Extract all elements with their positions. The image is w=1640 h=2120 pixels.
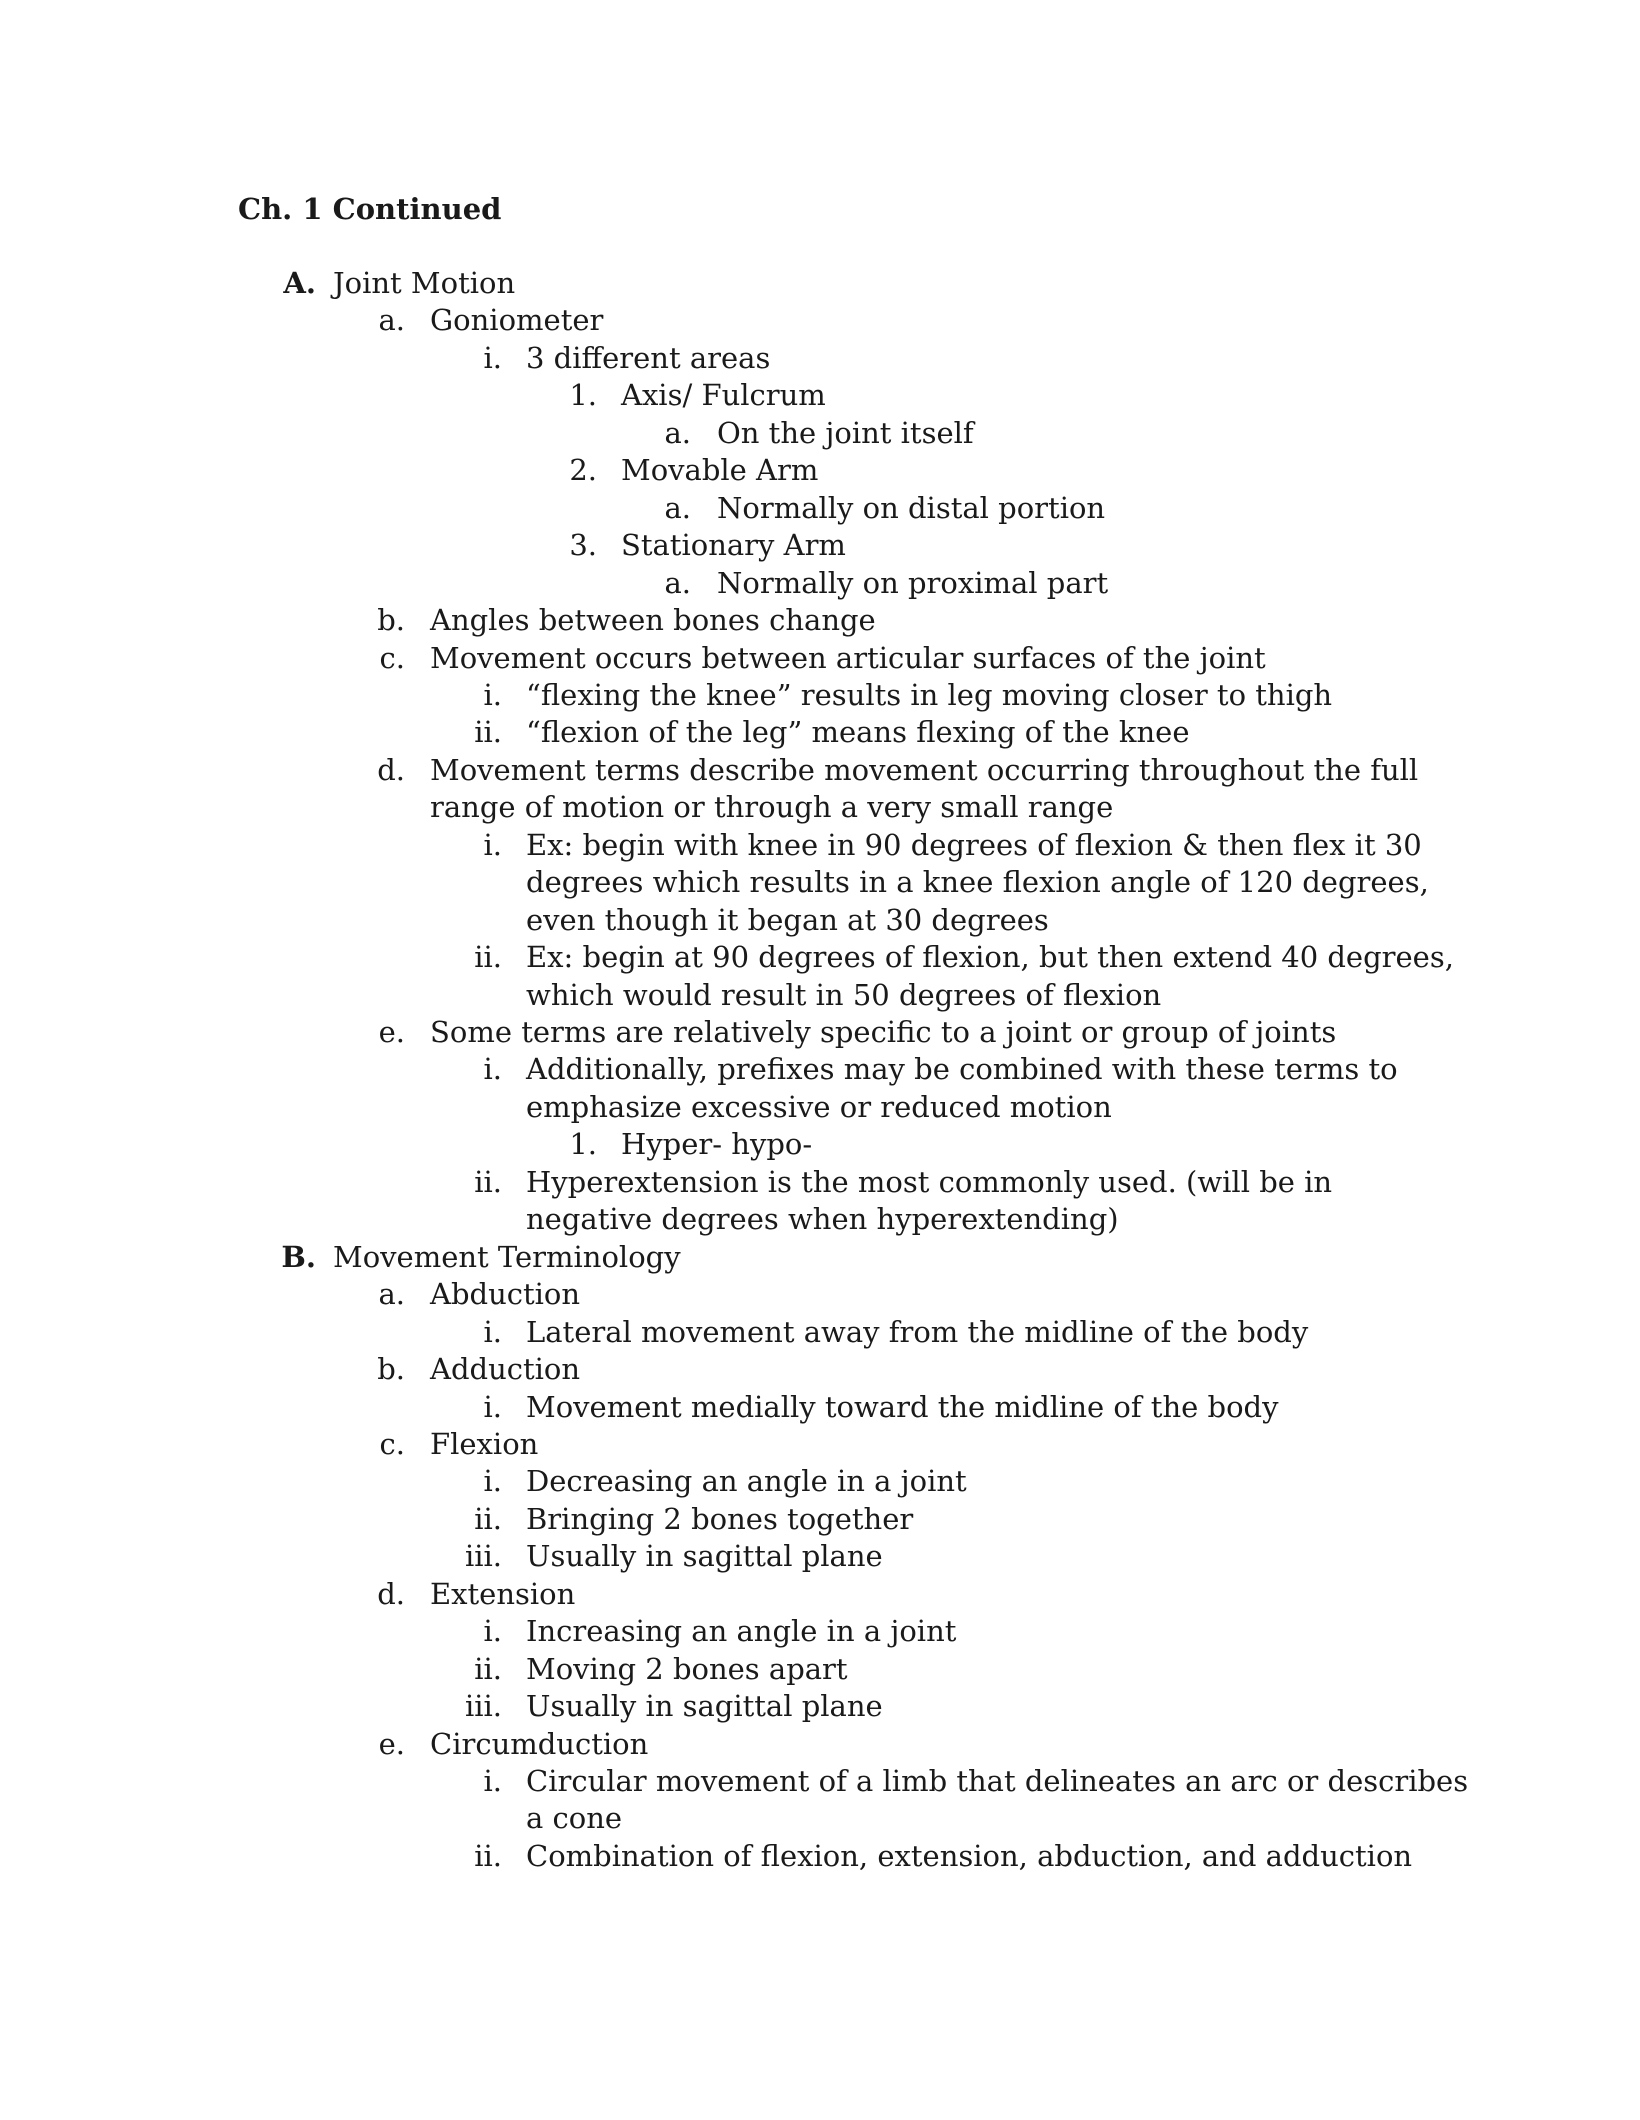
list-marker: b.: [377, 1352, 405, 1387]
outline-item-level-2: [0, 1576, 1640, 1614]
outline-item-level-2: [0, 602, 1640, 640]
list-item-text: which would result in 50 degrees of flexion: [526, 977, 1162, 1012]
list-item-text: Combination of flexion, extension, abduction, and adduction: [526, 1838, 1413, 1873]
outline-item-level-3: [0, 1201, 1640, 1239]
list-item-text: Decreasing an angle in a joint: [526, 1464, 967, 1499]
list-item-text: emphasize excessive or reduced motion: [526, 1089, 1112, 1124]
outline-item-level-2: [0, 1276, 1640, 1314]
list-item-text: Usually in sagittal plane: [526, 1689, 883, 1724]
outline-item-level-5: [0, 490, 1640, 528]
outline-item-level-3: [0, 1314, 1640, 1352]
outline-item-level-2: [0, 302, 1640, 340]
list-item-text: Movable Arm: [621, 453, 819, 488]
outline-item-level-4: [0, 452, 1640, 490]
outline-item-level-3: [0, 827, 1640, 865]
list-marker: i.: [483, 677, 502, 712]
list-item-text: Angles between bones change: [430, 603, 876, 638]
list-item-text: Lateral movement away from the midline of the body: [526, 1314, 1309, 1349]
outline-item-level-3: [0, 902, 1640, 940]
list-marker: i.: [483, 1764, 502, 1798]
list-marker: a.: [664, 565, 691, 600]
list-item-text: Hyperextension is the most commonly used. (will be in: [526, 1164, 1333, 1199]
outline-item-level-2: [0, 789, 1640, 827]
list-item-text: “flexing the knee” results in leg moving closer to thigh: [526, 677, 1333, 712]
list-item-text: Hyper- hypo-: [621, 1127, 813, 1162]
list-marker: d.: [377, 1576, 405, 1611]
list-marker: a.: [378, 1277, 405, 1312]
list-marker: ii.: [474, 1651, 502, 1686]
list-item-text: Some terms are relatively specific to a joint or group of joints: [430, 1015, 1337, 1049]
list-item-text: Increasing an angle in a joint: [526, 1614, 957, 1649]
list-item-text: Normally on proximal part: [717, 565, 1109, 600]
list-item-text: 3 different areas: [526, 340, 771, 375]
list-item-text: Circumduction: [430, 1726, 649, 1761]
outline-item-level-3: [0, 977, 1640, 1015]
document-title: Ch. 1 Continued: [238, 192, 502, 226]
outline-item-level-2: [0, 640, 1640, 678]
list-item-text: Circular movement of a limb that delineates an arc or describes: [526, 1764, 1469, 1798]
list-marker: i.: [483, 1314, 502, 1349]
list-item-text: Flexion: [430, 1426, 539, 1461]
outline-item-level-3: [0, 1688, 1640, 1726]
list-item-text: Axis/ Fulcrum: [621, 378, 826, 413]
outline-item-level-3: [0, 677, 1640, 715]
list-item-text: Ex: begin at 90 degrees of flexion, but then extend 40 degrees,: [526, 940, 1454, 975]
outline-item-level-3: [0, 1501, 1640, 1539]
list-marker: iii.: [464, 1689, 502, 1724]
list-item-text: Movement terms describe movement occurring throughout the full: [430, 752, 1419, 787]
list-marker: iii.: [464, 1539, 502, 1574]
outline-item-level-3: [0, 1838, 1640, 1876]
list-marker: ii.: [474, 1501, 502, 1536]
list-item-text: Movement Terminology: [333, 1239, 681, 1274]
list-item-text: Adduction: [430, 1352, 581, 1387]
list-item-text: even though it began at 30 degrees: [526, 902, 1049, 937]
list-marker: i.: [483, 1389, 502, 1424]
list-marker: a.: [378, 303, 405, 338]
list-item-text: On the joint itself: [717, 415, 974, 450]
list-item-text: Goniometer: [430, 303, 604, 338]
list-marker: b.: [377, 603, 405, 638]
outline-item-level-3: [0, 1164, 1640, 1202]
list-marker: 3.: [569, 528, 597, 563]
list-item-text: Movement medially toward the midline of the body: [526, 1389, 1279, 1424]
list-item-text: a cone: [526, 1801, 623, 1836]
list-marker: d.: [377, 752, 405, 787]
outline-item-level-3: [0, 1463, 1640, 1501]
list-marker: ii.: [474, 715, 502, 750]
outline-item-level-3: [0, 864, 1640, 902]
list-marker: A.: [283, 266, 316, 300]
list-marker: e.: [378, 1726, 405, 1761]
list-marker: c.: [379, 640, 405, 675]
list-marker: ii.: [474, 1838, 502, 1873]
outline-item-level-2: [0, 1351, 1640, 1389]
list-item-text: degrees which results in a knee flexion angle of 120 degrees,: [526, 865, 1429, 900]
list-item-text: “flexion of the leg” means flexing of the knee: [526, 715, 1190, 750]
list-item-text: range of motion or through a very small range: [430, 790, 1114, 825]
outline-item-level-1: [0, 265, 1640, 303]
outline-item-level-3: [0, 1651, 1640, 1689]
list-item-text: Joint Motion: [333, 266, 516, 300]
list-marker: i.: [483, 340, 502, 375]
outline-item-level-2: [0, 1726, 1640, 1764]
outline-item-level-3: [0, 1800, 1640, 1838]
outline-item-level-4: [0, 377, 1640, 415]
list-item-text: negative degrees when hyperextending): [526, 1202, 1119, 1237]
outline-item-level-3: [0, 1613, 1640, 1651]
outline-item-level-3: [0, 1051, 1640, 1089]
list-item-text: Usually in sagittal plane: [526, 1539, 883, 1574]
outline-item-level-3: [0, 714, 1640, 752]
outline-item-level-3: [0, 340, 1640, 378]
list-marker: 1.: [569, 378, 597, 413]
outline-item-level-3: [0, 1389, 1640, 1427]
list-marker: i.: [483, 1052, 502, 1087]
outline-item-level-2: [0, 1014, 1640, 1052]
list-marker: ii.: [474, 1164, 502, 1199]
list-marker: ii.: [474, 940, 502, 975]
outline-item-level-3: [0, 1763, 1640, 1801]
list-marker: i.: [483, 827, 502, 862]
outline-item-level-4: [0, 527, 1640, 565]
outline-item-level-5: [0, 415, 1640, 453]
list-marker: B.: [281, 1239, 316, 1274]
list-item-text: Normally on distal portion: [717, 490, 1106, 525]
outline-item-level-1: [0, 1239, 1640, 1277]
list-item-text: Moving 2 bones apart: [526, 1651, 848, 1686]
outline-item-level-3: [0, 1538, 1640, 1576]
list-marker: i.: [483, 1614, 502, 1649]
outline-item-level-3: [0, 939, 1640, 977]
outline-item-level-3: [0, 1089, 1640, 1127]
outline-item-level-2: [0, 752, 1640, 790]
list-marker: e.: [378, 1015, 405, 1049]
list-marker: i.: [483, 1464, 502, 1499]
list-item-text: Ex: begin with knee in 90 degrees of flexion & then flex it 30: [526, 827, 1422, 862]
outline-item-level-4: [0, 1126, 1640, 1164]
list-item-text: Abduction: [430, 1277, 581, 1312]
outline-item-level-2: [0, 1426, 1640, 1464]
list-item-text: Extension: [430, 1576, 576, 1611]
list-item-text: Movement occurs between articular surfaces of the joint: [430, 640, 1266, 675]
list-item-text: Additionally, prefixes may be combined with these terms to: [526, 1052, 1398, 1087]
list-marker: a.: [664, 490, 691, 525]
list-item-text: Bringing 2 bones together: [526, 1501, 914, 1536]
outline-item-level-5: [0, 565, 1640, 603]
list-marker: a.: [664, 415, 691, 450]
list-marker: 2.: [569, 453, 597, 488]
list-item-text: Stationary Arm: [621, 528, 846, 563]
list-marker: 1.: [569, 1127, 597, 1162]
list-marker: c.: [379, 1426, 405, 1461]
